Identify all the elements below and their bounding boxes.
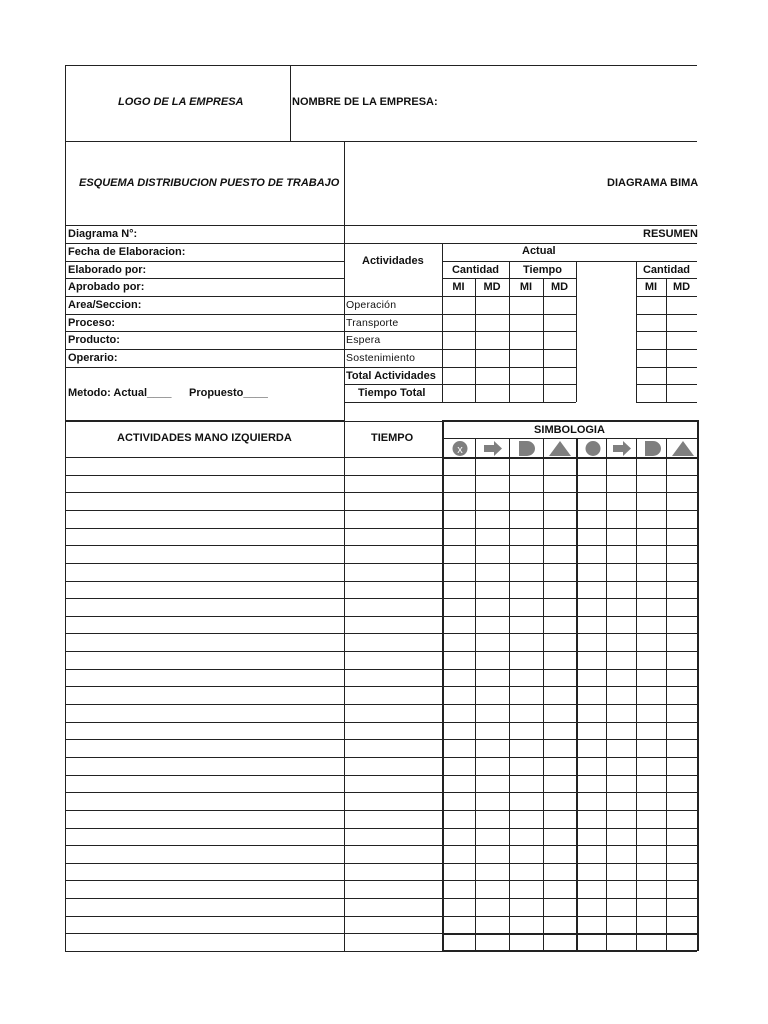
grid-line — [442, 757, 697, 758]
grid-line — [442, 633, 697, 634]
grid-line — [65, 349, 344, 350]
svg-text:x: x — [457, 444, 463, 456]
grid-line — [576, 438, 578, 951]
grid-line — [65, 510, 442, 511]
time-header: Tiempo — [523, 264, 562, 276]
grid-line — [442, 528, 697, 529]
grid-line — [606, 438, 607, 951]
grid-line — [442, 563, 697, 564]
grid-line — [543, 278, 544, 402]
hold-triangle-icon — [671, 441, 695, 456]
grid-line — [344, 349, 576, 350]
grid-line — [442, 704, 697, 705]
activity-wait: Espera — [346, 334, 381, 346]
grid-line — [344, 331, 576, 332]
hand-label: MD — [550, 281, 569, 293]
grid-line — [65, 775, 442, 776]
grid-line — [442, 243, 443, 402]
grid-line — [65, 492, 442, 493]
grid-line — [344, 296, 576, 297]
activities-header: Actividades — [362, 255, 424, 267]
grid-line — [65, 331, 344, 332]
grid-line — [290, 65, 291, 141]
field-area: Area/Seccion: — [68, 299, 142, 311]
grid-line — [65, 65, 697, 66]
grid-line — [65, 792, 442, 793]
grid-line — [65, 810, 442, 811]
activity-hold: Sostenimiento — [346, 352, 416, 364]
grid-line — [576, 261, 577, 402]
grid-line — [65, 141, 697, 142]
activity-transport: Transporte — [346, 317, 399, 329]
grid-line — [65, 475, 442, 476]
grid-line — [65, 951, 442, 952]
operation-circle-icon — [583, 440, 603, 457]
grid-line — [636, 261, 637, 402]
delay-d-icon — [517, 441, 537, 456]
grid-line — [65, 563, 442, 564]
hand-label: MI — [452, 281, 465, 293]
grid-line — [442, 492, 697, 493]
delay-d-icon — [643, 441, 663, 456]
grid-line — [65, 528, 442, 529]
grid-line — [65, 581, 442, 582]
operation-x-icon — [449, 440, 471, 457]
grid-line — [442, 898, 697, 899]
grid-line — [509, 261, 510, 278]
grid-line — [442, 457, 697, 459]
grid-line — [509, 278, 510, 402]
grid-line — [442, 686, 697, 687]
left-hand-header: ACTIVIDADES MANO IZQUIERDA — [117, 432, 292, 444]
grid-line — [65, 243, 344, 244]
grid-line — [475, 438, 476, 951]
grid-line — [65, 633, 442, 634]
total-time: Tiempo Total — [358, 387, 426, 399]
logo-label: LOGO DE LA EMPRESA — [118, 96, 244, 108]
quantity-header-proposed: Cantidad — [642, 264, 691, 276]
hold-triangle-icon — [548, 441, 572, 456]
grid-line — [65, 863, 442, 864]
grid-line — [344, 243, 697, 244]
grid-line — [65, 880, 442, 881]
hand-label: MD — [672, 281, 691, 293]
grid-line — [65, 704, 442, 705]
grid-line — [442, 828, 697, 829]
grid-line — [509, 438, 510, 951]
grid-line — [344, 367, 576, 368]
activity-operation: Operación — [346, 299, 397, 311]
summary-title: RESUMEN — [643, 228, 699, 240]
time-column-header: TIEMPO — [371, 432, 414, 444]
grid-line — [442, 863, 697, 864]
transport-arrow-icon — [611, 441, 633, 456]
company-name-label: NOMBRE DE LA EMPRESA: — [292, 96, 438, 108]
field-product: Producto: — [68, 334, 120, 346]
hand-label: MI — [644, 281, 658, 293]
grid-line — [442, 438, 697, 439]
field-process: Proceso: — [68, 317, 116, 329]
grid-line — [65, 933, 442, 934]
grid-line — [65, 65, 66, 951]
field-diagram-number: Diagrama N°: — [68, 228, 138, 240]
grid-line — [65, 278, 344, 279]
grid-line — [666, 278, 667, 402]
grid-line — [442, 880, 697, 881]
transport-arrow-icon — [482, 441, 504, 456]
total-activities: Total Actividades — [346, 370, 436, 382]
grid-line — [65, 686, 442, 687]
field-operator: Operario: — [68, 352, 118, 364]
grid-line — [65, 616, 442, 617]
grid-line — [65, 296, 344, 297]
grid-line — [442, 545, 697, 546]
grid-line — [442, 775, 697, 776]
field-made-by: Elaborado por: — [68, 264, 147, 276]
method-proposed: Propuesto____ — [189, 387, 268, 399]
hand-label: MD — [483, 281, 501, 293]
grid-line — [442, 475, 697, 476]
grid-line — [442, 916, 697, 917]
grid-line — [666, 438, 667, 951]
grid-line — [65, 367, 344, 368]
grid-line — [65, 739, 442, 740]
grid-line — [344, 402, 576, 403]
quantity-header: Cantidad — [451, 264, 500, 276]
method-actual: Metodo: Actual____ — [68, 387, 172, 399]
grid-line — [442, 739, 697, 740]
grid-line — [636, 438, 637, 951]
grid-line — [636, 402, 697, 403]
grid-line — [65, 314, 344, 315]
grid-line — [65, 757, 442, 758]
symbology-header: SIMBOLOGIA — [534, 424, 605, 436]
grid-line — [65, 457, 442, 458]
grid-line — [65, 898, 442, 899]
grid-line — [442, 810, 697, 811]
grid-line — [65, 598, 442, 599]
hand-label: MI — [519, 281, 533, 293]
grid-line — [344, 314, 576, 315]
grid-line — [543, 438, 544, 951]
grid-line — [442, 950, 697, 952]
grid-line — [442, 792, 697, 793]
grid-line — [442, 616, 697, 617]
grid-line — [475, 278, 476, 402]
grid-line — [442, 651, 697, 652]
grid-line — [442, 845, 697, 846]
grid-line — [65, 421, 442, 422]
grid-line — [344, 141, 345, 421]
actual-header: Actual — [522, 245, 556, 257]
grid-line — [65, 669, 442, 670]
grid-line — [65, 722, 442, 723]
scheme-label: ESQUEMA DISTRIBUCION PUESTO DE TRABAJO — [79, 177, 340, 189]
grid-line — [442, 669, 697, 670]
grid-line — [65, 651, 442, 652]
field-date: Fecha de Elaboracion: — [68, 246, 186, 258]
diagram-title: DIAGRAMA BIMA — [607, 177, 699, 189]
grid-line — [65, 545, 442, 546]
grid-line — [442, 420, 697, 422]
grid-line — [442, 261, 636, 262]
grid-line — [344, 384, 576, 385]
grid-line — [65, 845, 442, 846]
grid-line — [65, 916, 442, 917]
grid-line — [442, 598, 697, 599]
grid-line — [442, 933, 697, 935]
grid-line — [65, 225, 697, 226]
field-approved-by: Aprobado por: — [68, 281, 145, 293]
grid-line — [636, 261, 697, 262]
grid-line — [442, 581, 697, 582]
grid-line — [442, 510, 697, 511]
grid-line — [65, 261, 344, 262]
grid-line — [442, 722, 697, 723]
grid-line — [65, 828, 442, 829]
grid-line — [697, 420, 699, 951]
